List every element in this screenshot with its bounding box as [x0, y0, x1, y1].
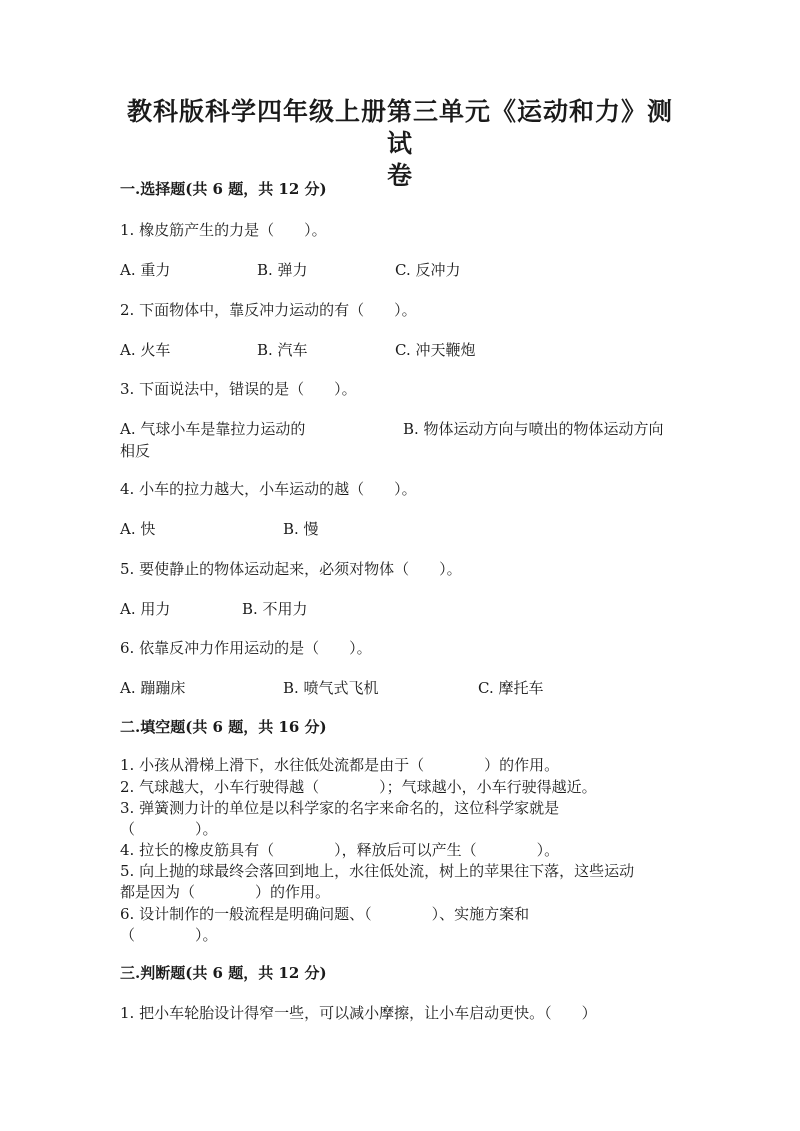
q3-option-a: A. 气球小车是靠拉力运动的 [120, 420, 306, 438]
q3-option-b: B. 物体运动方向与喷出的物体运动方向 [403, 420, 664, 438]
fill-line-1: 1. 小孩从滑梯上滑下，水往低处流都是由于（ ）的作用。 [120, 756, 560, 774]
title-line-1: 教科版科学四年级上册第三单元《运动和力》测试 [126, 97, 673, 158]
q6-option-a: A. 蹦蹦床 [120, 679, 186, 697]
question-6: 6. 依靠反冲力作用运动的是（ ）。 [120, 639, 372, 657]
question-2: 2. 下面物体中，靠反冲力运动的有（ ）。 [120, 301, 417, 319]
section-heading-fill: 二.填空题(共 6 题，共 16 分) [120, 718, 327, 736]
q6-option-b: B. 喷气式飞机 [283, 679, 379, 697]
title-line-2: 卷 [386, 161, 413, 190]
question-1: 1. 橡皮筋产生的力是（ ）。 [120, 221, 327, 239]
q5-option-a: A. 用力 [120, 600, 171, 618]
question-4: 4. 小车的拉力越大，小车运动的越（ ）。 [120, 480, 417, 498]
q2-option-b: B. 汽车 [257, 341, 308, 359]
fill-line-6-continued: （ ）。 [120, 926, 218, 944]
q1-option-c: C. 反冲力 [395, 261, 461, 279]
judge-question-1: 1. 把小车轮胎设计得窄一些，可以减小摩擦，让小车启动更快。（ ） [120, 1004, 597, 1022]
fill-line-5-continued: 都是因为（ ）的作用。 [120, 883, 331, 901]
fill-line-6: 6. 设计制作的一般流程是明确问题、（ ）、实施方案和 [120, 905, 530, 923]
fill-line-3: 3. 弹簧测力计的单位是以科学家的名字来命名的，这位科学家就是 [120, 799, 560, 817]
fill-line-2: 2. 气球越大，小车行驶得越（ ）；气球越小，小车行驶得越近。 [120, 778, 597, 796]
q6-option-c: C. 摩托车 [478, 679, 544, 697]
fill-line-5: 5. 向上抛的球最终会落回到地上，水往低处流，树上的苹果往下落，这些运动 [120, 862, 635, 880]
q4-option-b: B. 慢 [283, 520, 319, 538]
q5-option-b: B. 不用力 [242, 600, 308, 618]
q1-option-a: A. 重力 [120, 261, 171, 279]
question-3: 3. 下面说法中，错误的是（ ）。 [120, 380, 357, 398]
question-5: 5. 要使静止的物体运动起来，必须对物体（ ）。 [120, 560, 462, 578]
q3-option-b-continued: 相反 [120, 442, 151, 460]
fill-line-3-continued: （ ）。 [120, 820, 218, 838]
q2-option-c: C. 冲天鞭炮 [395, 341, 476, 359]
q4-option-a: A. 快 [120, 520, 156, 538]
fill-line-4: 4. 拉长的橡皮筋具有（ ），释放后可以产生（ ）。 [120, 841, 560, 859]
q1-option-b: B. 弹力 [257, 261, 308, 279]
section-heading-choice: 一.选择题(共 6 题，共 12 分) [120, 180, 327, 198]
section-heading-judge: 三.判断题(共 6 题，共 12 分) [120, 964, 327, 982]
q2-option-a: A. 火车 [120, 341, 171, 359]
